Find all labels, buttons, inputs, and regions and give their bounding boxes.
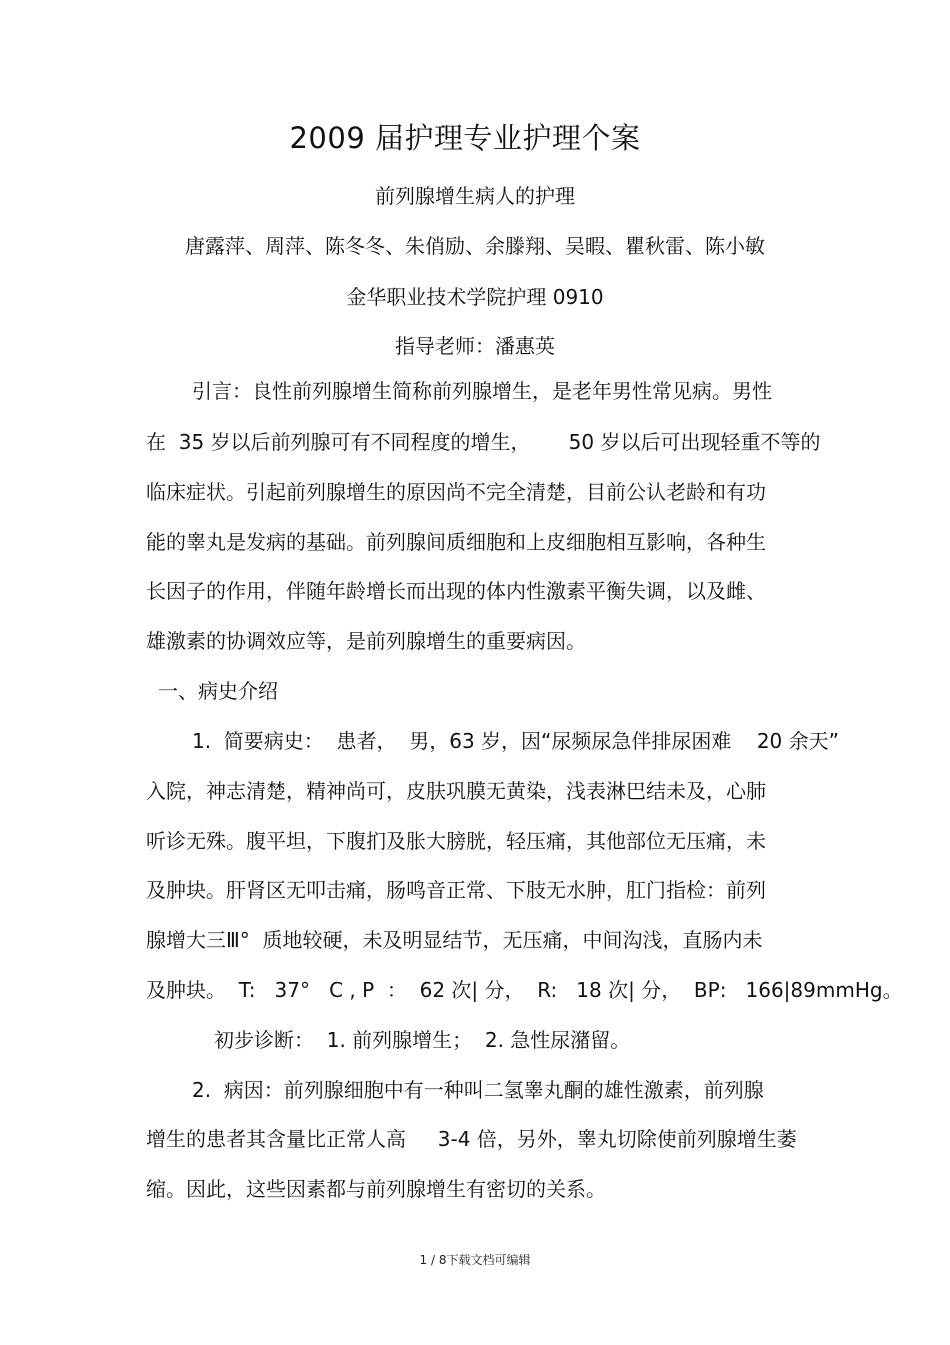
intro-line: 雄激素的协调效应等，是前列腺增生的重要病因。 xyxy=(146,629,586,653)
intro-line: 在 35 岁以后前列腺可有不同程度的增生， 50 岁以后可出现轻重不等的 xyxy=(146,430,821,454)
intro-line: 临床症状。引起前列腺增生的原因尚不完全清楚，目前公认老龄和有功 xyxy=(146,480,766,504)
document-title: 2009 届护理专业护理个案 xyxy=(289,121,641,155)
history-line: 及肿块。 T: 37° C , P ： 62 次| 分， R: 18 次| 分， BP: 166|89mmHg。 xyxy=(146,978,903,1002)
document-subtitle: 前列腺增生病人的护理 xyxy=(375,184,575,208)
history-line: 腺增大三Ⅲ° 质地较硬，未及明显结节，无压痛，中间沟浅，直肠内未 xyxy=(146,928,763,952)
history-line: 入院，神志清楚，精神尚可，皮肤巩膜无黄染，浅表淋巴结未及，心肺 xyxy=(146,779,766,803)
page-footer: 1 / 8下载文档可编辑 xyxy=(419,1253,531,1267)
intro-line: 能的睾丸是发病的基础。前列腺间质细胞和上皮细胞相互影响，各种生 xyxy=(146,530,766,554)
history-line: 及肿块。肝肾区无叩击痛，肠鸣音正常、下肢无水肿，肛门指检：前列 xyxy=(146,878,766,902)
diagnosis-line: 初步诊断： 1. 前列腺增生； 2. 急性尿潴留。 xyxy=(214,1028,631,1052)
intro-line: 长因子的作用，伴随年龄增长而出现的体内性激素平衡失调，以及雌、 xyxy=(146,579,766,603)
cause-line: 增生的患者其含量比正常人高 3-4 倍，另外，睾丸切除使前列腺增生萎 xyxy=(146,1127,797,1151)
intro-line: 引言：良性前列腺增生简称前列腺增生，是老年男性常见病。男性 xyxy=(192,379,772,403)
school-line: 金华职业技术学院护理 0910 xyxy=(346,285,604,309)
history-line: 1. 简要病史： 患者， 男，63 岁，因“尿频尿急伴排尿困难 20 余天” xyxy=(192,729,839,753)
author-list: 唐露萍、周萍、陈冬冬、朱俏励、余滕翔、吴暇、瞿秋雷、陈小敏 xyxy=(185,234,765,258)
advisor-line: 指导老师：潘惠英 xyxy=(395,334,555,358)
cause-line: 缩。因此，这些因素都与前列腺增生有密切的关系。 xyxy=(146,1177,606,1201)
cause-line: 2. 病因：前列腺细胞中有一种叫二氢睾丸酮的雄性激素，前列腺 xyxy=(192,1078,764,1102)
history-line: 听诊无殊。腹平坦，下腹扪及胀大膀胱，轻压痛，其他部位无压痛，未 xyxy=(146,829,766,853)
section-heading: 一、病史介绍 xyxy=(158,679,278,703)
